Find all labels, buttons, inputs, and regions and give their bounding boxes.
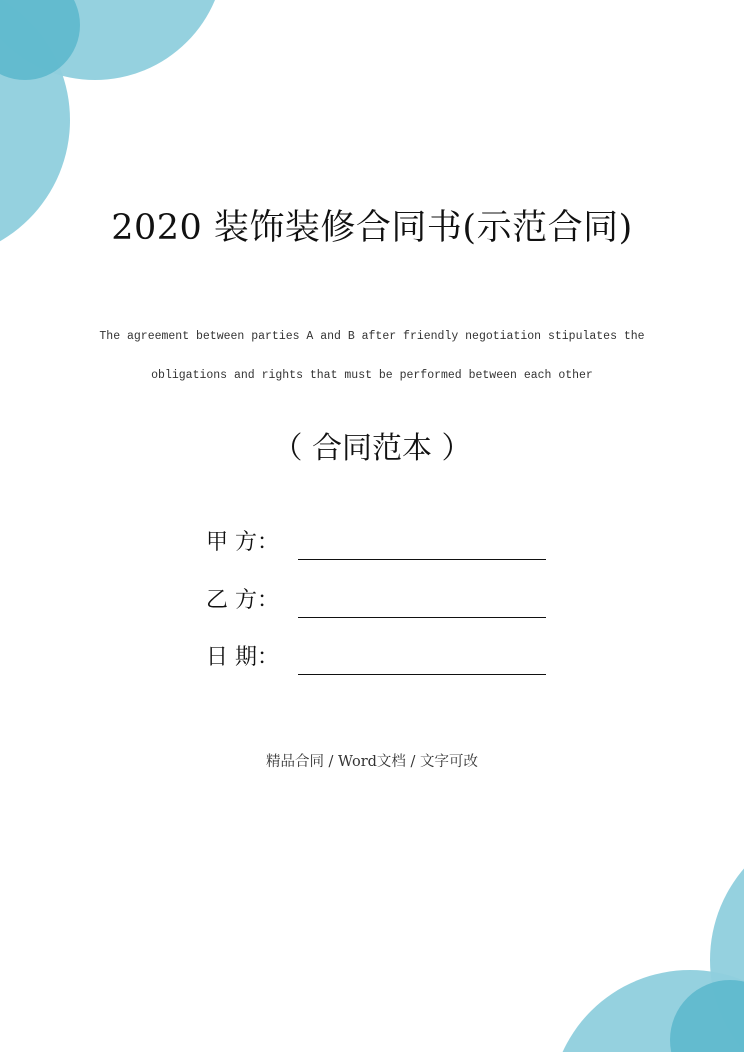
party-b-field xyxy=(206,588,551,618)
footer-note: 精品合同 / Word文档 / 文字可改 xyxy=(265,754,479,770)
bottom-right-circles xyxy=(550,820,744,1052)
date-line[interactable] xyxy=(298,674,546,675)
sample-label: （ 合同范本 ） xyxy=(272,431,472,466)
date-field xyxy=(206,645,551,675)
party-a-label: 甲 方： xyxy=(206,530,279,555)
party-b-label: 乙 方： xyxy=(206,588,279,613)
subtitle-line-1: The agreement between parties A and B after friendly negotiation stipulates the xyxy=(99,330,645,343)
party-a-line[interactable] xyxy=(298,559,546,560)
party-a-field xyxy=(206,530,551,560)
party-b-line[interactable] xyxy=(298,617,546,618)
document-title: 2020 装饰装修合同书(示范合同) xyxy=(111,208,633,248)
date-label: 日 期： xyxy=(206,645,279,670)
subtitle-line-2: obligations and rights that must be performed between each other xyxy=(151,369,593,382)
